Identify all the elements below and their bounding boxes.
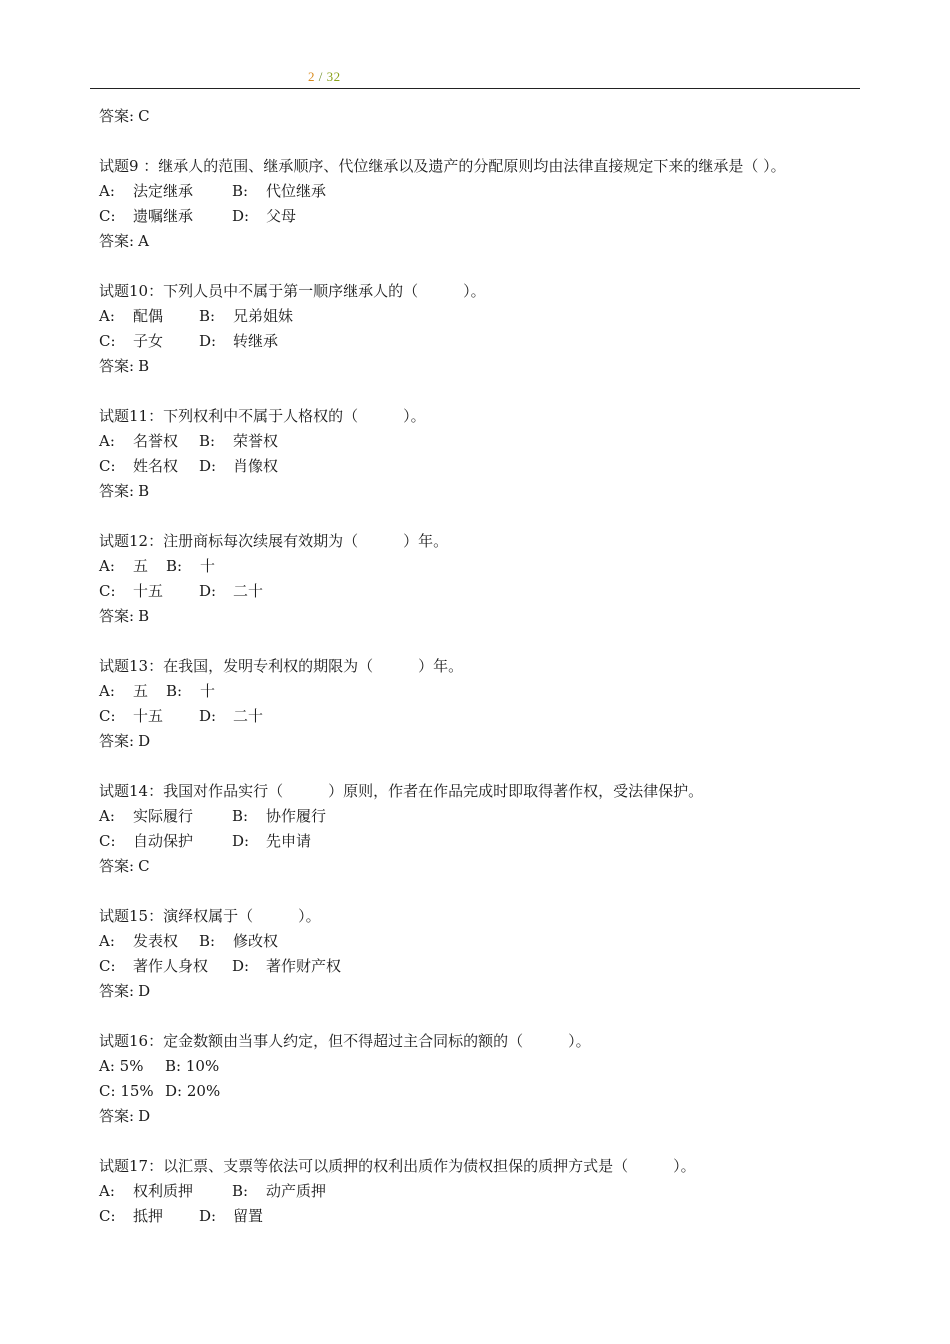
page-separator: /	[315, 69, 327, 84]
option-text: 法定继承	[133, 182, 194, 200]
answer-value: B	[138, 607, 150, 625]
option-d	[199, 704, 263, 729]
option-text: 权利质押	[133, 1182, 194, 1200]
options-row-ab	[99, 1179, 859, 1204]
options-row-ab	[99, 179, 859, 204]
option-c	[99, 829, 232, 854]
option-text: 姓名权	[133, 457, 179, 475]
page-current: 2	[308, 69, 315, 84]
option-letter: C:	[99, 457, 116, 475]
answer-value: D	[138, 732, 151, 750]
option-text: 遗嘱继承	[133, 207, 194, 225]
question-text: 试题9 ：继承人的范围、继承顺序、代位继承以及遗产的分配原则均由法律直接规定下来的继承是（ ）。	[99, 157, 786, 175]
question-text: 试题13：在我国，发明专利权的期限为（ ）年。	[99, 657, 464, 675]
options-row-cd	[99, 829, 859, 854]
answer-value: B	[138, 482, 150, 500]
answer-label: 答案:	[99, 482, 135, 500]
option-text: 15%	[120, 1082, 154, 1100]
options-row-ab	[99, 554, 859, 579]
answer-line	[99, 604, 859, 629]
option-letter: A:	[99, 807, 115, 825]
option-c	[99, 1079, 165, 1104]
option-text: 留置	[233, 1207, 264, 1225]
option-letter: D:	[199, 457, 217, 475]
answer-value: D	[138, 982, 151, 1000]
option-text: 二十	[233, 707, 264, 725]
option-letter: B:	[199, 307, 216, 325]
option-c	[99, 204, 232, 229]
option-letter: A:	[99, 432, 115, 450]
option-letter: D:	[165, 1082, 183, 1100]
option-a	[99, 429, 199, 454]
option-d	[232, 829, 311, 854]
option-d	[232, 954, 341, 979]
answer-line	[99, 104, 859, 129]
options-row-ab	[99, 304, 859, 329]
option-d	[199, 454, 278, 479]
option-d	[232, 204, 296, 229]
option-text: 20%	[186, 1082, 221, 1100]
option-text: 著作财产权	[266, 957, 342, 975]
option-d	[199, 329, 278, 354]
option-letter: B:	[165, 1057, 182, 1075]
option-text: 十五	[133, 707, 164, 725]
option-text: 先申请	[266, 832, 312, 850]
answer-label: 答案:	[99, 107, 135, 125]
option-letter: C:	[99, 207, 116, 225]
answer-label: 答案:	[99, 732, 135, 750]
option-a	[99, 1054, 165, 1079]
answer-label: 答案:	[99, 982, 135, 1000]
option-b	[166, 554, 215, 579]
option-text: 子女	[133, 332, 164, 350]
option-letter: C:	[99, 957, 116, 975]
option-text: 肖像权	[233, 457, 279, 475]
option-c	[99, 579, 199, 604]
option-text: 自动保护	[133, 832, 194, 850]
option-text: 转继承	[233, 332, 279, 350]
option-text: 实际履行	[133, 807, 194, 825]
option-b	[232, 1179, 326, 1204]
spacer	[99, 1004, 859, 1029]
options-row-ab	[99, 679, 859, 704]
page-number	[308, 69, 341, 85]
option-a	[99, 554, 166, 579]
question-text: 试题17：以汇票、支票等依法可以质押的权利出质作为债权担保的质押方式是（ ）。	[99, 1157, 696, 1175]
option-letter: A:	[99, 682, 115, 700]
option-b	[199, 929, 278, 954]
document-body	[99, 104, 859, 1229]
spacer	[99, 504, 859, 529]
option-b	[232, 179, 326, 204]
option-b	[165, 1054, 219, 1079]
option-d	[199, 1204, 263, 1229]
options-row-cd	[99, 954, 859, 979]
option-letter: A:	[99, 307, 115, 325]
option-letter: B:	[232, 807, 249, 825]
question-text: 试题10：下列人员中不属于第一顺序继承人的（ ）。	[99, 282, 486, 300]
question-text: 试题15：演绎权属于（ ）。	[99, 907, 321, 925]
option-letter: A:	[99, 182, 115, 200]
option-letter: C:	[99, 332, 116, 350]
question-text: 试题11：下列权利中不属于人格权的（ ）。	[99, 407, 426, 425]
option-text: 兄弟姐妹	[233, 307, 294, 325]
options-row-ab	[99, 429, 859, 454]
option-a	[99, 1179, 232, 1204]
option-letter: D:	[199, 707, 217, 725]
option-text: 荣誉权	[233, 432, 279, 450]
option-letter: C:	[99, 582, 116, 600]
spacer	[99, 1129, 859, 1154]
option-b	[166, 679, 215, 704]
answer-label: 答案:	[99, 232, 135, 250]
answer-value: A	[138, 232, 149, 250]
spacer	[99, 254, 859, 279]
option-text: 代位继承	[266, 182, 327, 200]
option-d	[199, 579, 263, 604]
option-letter: C:	[99, 832, 116, 850]
option-c	[99, 454, 199, 479]
option-letter: A:	[99, 1182, 115, 1200]
options-row-cd	[99, 1204, 859, 1229]
option-c	[99, 329, 199, 354]
option-text: 动产质押	[266, 1182, 327, 1200]
option-letter: C:	[99, 1082, 116, 1100]
option-letter: B:	[166, 557, 183, 575]
option-a	[99, 804, 232, 829]
answer-line	[99, 354, 859, 379]
options-row-cd	[99, 704, 859, 729]
option-text: 10%	[185, 1057, 220, 1075]
answer-label: 答案:	[99, 1107, 135, 1125]
option-text: 5%	[119, 1057, 144, 1075]
option-a	[99, 304, 199, 329]
options-row-cd	[99, 579, 859, 604]
spacer	[99, 629, 859, 654]
options-row-cd	[99, 204, 859, 229]
option-letter: A:	[99, 1057, 115, 1075]
options-row-cd	[99, 454, 859, 479]
answer-line	[99, 229, 859, 254]
question-text: 试题12：注册商标每次续展有效期为（ ）年。	[99, 532, 449, 550]
answer-value: B	[138, 357, 150, 375]
options-row-ab	[99, 929, 859, 954]
option-text: 父母	[266, 207, 297, 225]
option-text: 十五	[133, 582, 164, 600]
option-text: 二十	[233, 582, 264, 600]
option-text: 著作人身权	[133, 957, 209, 975]
option-letter: B:	[199, 932, 216, 950]
option-c	[99, 704, 199, 729]
answer-line	[99, 854, 859, 879]
answer-line	[99, 729, 859, 754]
option-b	[199, 304, 293, 329]
option-a	[99, 179, 232, 204]
page-total: 32	[326, 69, 341, 84]
option-text: 发表权	[133, 932, 179, 950]
answer-label: 答案:	[99, 357, 135, 375]
answer-label: 答案:	[99, 607, 135, 625]
answer-value: C	[138, 107, 150, 125]
option-text: 协作履行	[266, 807, 327, 825]
option-d	[165, 1079, 220, 1104]
option-text: 十	[200, 557, 216, 575]
spacer	[99, 129, 859, 154]
answer-line	[99, 479, 859, 504]
option-letter: D:	[199, 1207, 217, 1225]
option-letter: D:	[232, 207, 250, 225]
option-letter: A:	[99, 557, 115, 575]
option-b	[232, 804, 326, 829]
page-header	[90, 68, 860, 89]
option-text: 配偶	[133, 307, 164, 325]
option-c	[99, 954, 232, 979]
option-a	[99, 929, 199, 954]
option-letter: D:	[199, 332, 217, 350]
option-text: 修改权	[233, 932, 279, 950]
option-text: 五	[133, 682, 149, 700]
option-text: 五	[133, 557, 149, 575]
answer-value: C	[138, 857, 150, 875]
option-a	[99, 679, 166, 704]
option-letter: B:	[199, 432, 216, 450]
options-row-ab	[99, 1054, 859, 1079]
option-text: 抵押	[133, 1207, 164, 1225]
option-text: 十	[200, 682, 216, 700]
option-letter: D:	[232, 832, 250, 850]
question-text: 试题14：我国对作品实行（ ）原则，作者在作品完成时即取得著作权，受法律保护。	[99, 782, 704, 800]
options-row-cd	[99, 1079, 859, 1104]
spacer	[99, 754, 859, 779]
option-b	[199, 429, 278, 454]
spacer	[99, 379, 859, 404]
options-row-ab	[99, 804, 859, 829]
spacer	[99, 879, 859, 904]
option-letter: B:	[232, 1182, 249, 1200]
answer-label: 答案:	[99, 857, 135, 875]
answer-line	[99, 979, 859, 1004]
option-letter: C:	[99, 1207, 116, 1225]
option-letter: B:	[232, 182, 249, 200]
options-row-cd	[99, 329, 859, 354]
answer-value: D	[138, 1107, 151, 1125]
option-letter: C:	[99, 707, 116, 725]
option-letter: D:	[199, 582, 217, 600]
option-letter: D:	[232, 957, 250, 975]
question-text: 试题16：定金数额由当事人约定，但不得超过主合同标的额的（ ）。	[99, 1032, 591, 1050]
option-text: 名誉权	[133, 432, 179, 450]
option-letter: B:	[166, 682, 183, 700]
option-c	[99, 1204, 199, 1229]
option-letter: A:	[99, 932, 115, 950]
answer-line	[99, 1104, 859, 1129]
